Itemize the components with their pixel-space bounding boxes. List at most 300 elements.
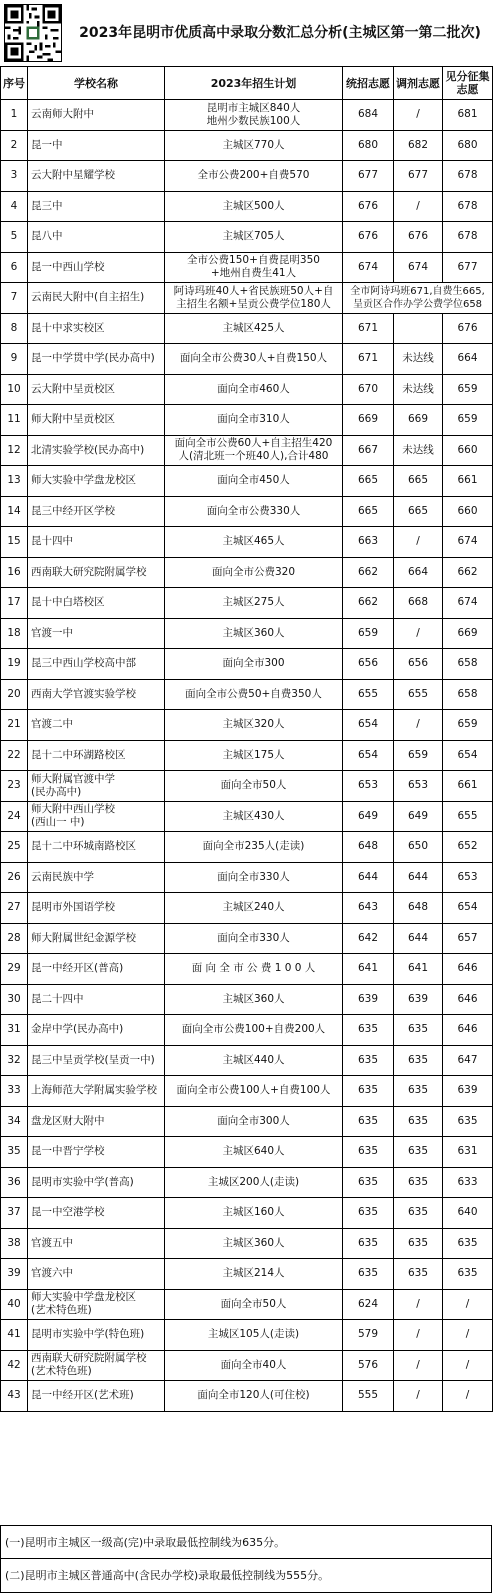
unified-score: 644 <box>343 862 394 893</box>
adjusted-score: 665 <box>394 496 443 527</box>
table-row <box>1 618 493 649</box>
school-name: 官渡六中 <box>28 1259 165 1290</box>
collection-score: 678 <box>443 161 493 192</box>
collection-score: 646 <box>443 984 493 1015</box>
adjusted-score <box>394 313 443 344</box>
enrollment-plan: 面向全市330人 <box>165 862 343 893</box>
collection-score: 654 <box>443 893 493 924</box>
unified-score: 635 <box>343 1167 394 1198</box>
school-name: 云大附中星耀学校 <box>28 161 165 192</box>
row-index: 33 <box>1 1076 28 1107</box>
enrollment-plan: 主城区320人 <box>165 710 343 741</box>
row-index: 18 <box>1 618 28 649</box>
adjusted-score: 未达线 <box>394 435 443 466</box>
adjusted-score: 649 <box>394 801 443 832</box>
merged-score-note: 全市阿诗玛班671,自费生665, 呈贡区合作办学公费学位658 <box>343 283 493 314</box>
school-name: 师大实验中学盘龙校区 (艺术特色班) <box>28 1289 165 1320</box>
enrollment-plan: 主城区440人 <box>165 1045 343 1076</box>
adjusted-score: / <box>394 1320 443 1351</box>
row-index: 8 <box>1 313 28 344</box>
unified-score: 635 <box>343 1045 394 1076</box>
school-name: 昆明市外国语学校 <box>28 893 165 924</box>
collection-score: 674 <box>443 588 493 619</box>
adjusted-score: 644 <box>394 862 443 893</box>
row-index: 41 <box>1 1320 28 1351</box>
school-name: 云南民大附中(自主招生) <box>28 283 165 314</box>
unified-score: 653 <box>343 771 394 802</box>
unified-score: 665 <box>343 496 394 527</box>
collection-score: 660 <box>443 435 493 466</box>
enrollment-plan: 主城区275人 <box>165 588 343 619</box>
table-row <box>1 130 493 161</box>
table-row <box>1 374 493 405</box>
row-index: 30 <box>1 984 28 1015</box>
table-row <box>1 1167 493 1198</box>
adjusted-score: 674 <box>394 252 443 283</box>
collection-score: 659 <box>443 374 493 405</box>
school-name: 昆十二中环湖路校区 <box>28 740 165 771</box>
collection-score: 639 <box>443 1076 493 1107</box>
unified-score: 642 <box>343 923 394 954</box>
adjusted-score: 655 <box>394 679 443 710</box>
school-name: 西南大学官渡实验学校 <box>28 679 165 710</box>
adjusted-score: 635 <box>394 1076 443 1107</box>
row-index: 43 <box>1 1381 28 1412</box>
enrollment-plan: 主城区240人 <box>165 893 343 924</box>
adjusted-score: 669 <box>394 405 443 436</box>
enrollment-plan: 面向全市40人 <box>165 1350 343 1381</box>
collection-score: 653 <box>443 862 493 893</box>
collection-score: 657 <box>443 923 493 954</box>
school-name: 师大实验中学盘龙校区 <box>28 466 165 497</box>
unified-score: 671 <box>343 313 394 344</box>
table-row <box>1 1045 493 1076</box>
table-row <box>1 1259 493 1290</box>
table-row <box>1 1320 493 1351</box>
collection-score: 659 <box>443 710 493 741</box>
unified-score: 655 <box>343 679 394 710</box>
table-row <box>1 405 493 436</box>
school-name: 昆一中空港学校 <box>28 1198 165 1229</box>
qr-code-icon <box>4 4 62 62</box>
table-row <box>1 435 493 466</box>
row-index: 2 <box>1 130 28 161</box>
unified-score: 669 <box>343 405 394 436</box>
unified-score: 665 <box>343 466 394 497</box>
collection-score: / <box>443 1350 493 1381</box>
collection-score: 661 <box>443 771 493 802</box>
enrollment-plan: 面向全市公费100人+自费100人 <box>165 1076 343 1107</box>
collection-score: 640 <box>443 1198 493 1229</box>
unified-score: 635 <box>343 1076 394 1107</box>
school-name: 师大附中呈贡校区 <box>28 405 165 436</box>
row-index: 19 <box>1 649 28 680</box>
school-name: 昆明市实验中学(普高) <box>28 1167 165 1198</box>
enrollment-plan: 主城区105人(走读) <box>165 1320 343 1351</box>
row-index: 1 <box>1 100 28 131</box>
school-name: 昆三中西山学校高中部 <box>28 649 165 680</box>
column-header-school: 学校名称 <box>28 67 165 100</box>
row-index: 22 <box>1 740 28 771</box>
adjusted-score: / <box>394 191 443 222</box>
row-index: 36 <box>1 1167 28 1198</box>
collection-score: 681 <box>443 100 493 131</box>
collection-score: 635 <box>443 1106 493 1137</box>
enrollment-plan: 主城区360人 <box>165 984 343 1015</box>
collection-score: / <box>443 1320 493 1351</box>
table-row <box>1 1350 493 1381</box>
school-name: 师大附属官渡中学 (民办高中) <box>28 771 165 802</box>
row-index: 24 <box>1 801 28 832</box>
table-row <box>1 771 493 802</box>
enrollment-plan: 面向全市公费320 <box>165 557 343 588</box>
adjusted-score: 676 <box>394 222 443 253</box>
adjusted-score: 682 <box>394 130 443 161</box>
row-index: 34 <box>1 1106 28 1137</box>
unified-score: 656 <box>343 649 394 680</box>
collection-score: 631 <box>443 1137 493 1168</box>
school-name: 昆一中晋宁学校 <box>28 1137 165 1168</box>
adjusted-score: 644 <box>394 923 443 954</box>
table-row <box>1 1381 493 1412</box>
unified-score: 635 <box>343 1198 394 1229</box>
table-row <box>1 161 493 192</box>
adjusted-score: 639 <box>394 984 443 1015</box>
adjusted-score: 635 <box>394 1015 443 1046</box>
school-name: 昆十中求实校区 <box>28 313 165 344</box>
enrollment-plan: 主城区200人(走读) <box>165 1167 343 1198</box>
school-name: 官渡一中 <box>28 618 165 649</box>
enrollment-plan: 主城区640人 <box>165 1137 343 1168</box>
row-index: 10 <box>1 374 28 405</box>
enrollment-plan: 面向全市公费330人 <box>165 496 343 527</box>
table-row <box>1 862 493 893</box>
row-index: 14 <box>1 496 28 527</box>
school-name: 师大附中西山学校 (西山一 中) <box>28 801 165 832</box>
adjusted-score: 641 <box>394 954 443 985</box>
adjusted-score: / <box>394 1350 443 1381</box>
table-row <box>1 344 493 375</box>
unified-score: 635 <box>343 1228 394 1259</box>
row-index: 26 <box>1 862 28 893</box>
enrollment-plan: 主城区430人 <box>165 801 343 832</box>
row-index: 9 <box>1 344 28 375</box>
enrollment-plan: 主城区175人 <box>165 740 343 771</box>
unified-score: 648 <box>343 832 394 863</box>
table-row <box>1 893 493 924</box>
unified-score: 635 <box>343 1259 394 1290</box>
school-name: 云南师大附中 <box>28 100 165 131</box>
row-index: 17 <box>1 588 28 619</box>
adjusted-score: 635 <box>394 1137 443 1168</box>
table-row <box>1 1137 493 1168</box>
school-name: 昆一中学贯中学(民办高中) <box>28 344 165 375</box>
unified-score: 649 <box>343 801 394 832</box>
row-index: 42 <box>1 1350 28 1381</box>
school-name: 北清实验学校(民办高中) <box>28 435 165 466</box>
enrollment-plan: 面向全市310人 <box>165 405 343 436</box>
school-name: 官渡二中 <box>28 710 165 741</box>
adjusted-score: / <box>394 1381 443 1412</box>
enrollment-plan: 全市公费150+自费昆明350 +地州自费生41人 <box>165 252 343 283</box>
enrollment-plan: 面向全市50人 <box>165 1289 343 1320</box>
table-row <box>1 191 493 222</box>
collection-score: 678 <box>443 222 493 253</box>
table-row <box>1 466 493 497</box>
collection-score: 658 <box>443 649 493 680</box>
column-header-collection: 见分征集志愿 <box>443 67 493 100</box>
school-name: 金岸中学(民办高中) <box>28 1015 165 1046</box>
enrollment-plan: 主城区160人 <box>165 1198 343 1229</box>
collection-score: 659 <box>443 405 493 436</box>
adjusted-score: 未达线 <box>394 374 443 405</box>
row-index: 29 <box>1 954 28 985</box>
enrollment-plan: 面向全市330人 <box>165 923 343 954</box>
row-index: 7 <box>1 283 28 314</box>
school-name: 昆三中呈贡学校(呈贡一中) <box>28 1045 165 1076</box>
enrollment-plan: 面向全市公费60人+自主招生420 人(清北班一个班40人),合计480 <box>165 435 343 466</box>
adjusted-score: / <box>394 1289 443 1320</box>
school-name: 昆十二中环城南路校区 <box>28 832 165 863</box>
enrollment-plan: 主城区770人 <box>165 130 343 161</box>
table-row <box>1 649 493 680</box>
column-header-index: 序号 <box>1 67 28 100</box>
adjusted-score: / <box>394 100 443 131</box>
school-name: 昆一中经开区(普高) <box>28 954 165 985</box>
table-row <box>1 1015 493 1046</box>
row-index: 23 <box>1 771 28 802</box>
unified-score: 641 <box>343 954 394 985</box>
school-name: 昆一中 <box>28 130 165 161</box>
adjusted-score: 648 <box>394 893 443 924</box>
table-row <box>1 679 493 710</box>
enrollment-plan: 面向全市300 <box>165 649 343 680</box>
school-name: 上海师范大学附属实验学校 <box>28 1076 165 1107</box>
row-index: 38 <box>1 1228 28 1259</box>
school-name: 西南联大研究院附属学校 <box>28 557 165 588</box>
adjusted-score: / <box>394 710 443 741</box>
collection-score: 678 <box>443 191 493 222</box>
adjusted-score: 659 <box>394 740 443 771</box>
row-index: 4 <box>1 191 28 222</box>
unified-score: 663 <box>343 527 394 558</box>
unified-score: 555 <box>343 1381 394 1412</box>
unified-score: 674 <box>343 252 394 283</box>
unified-score: 684 <box>343 100 394 131</box>
table-row <box>1 527 493 558</box>
collection-score: / <box>443 1381 493 1412</box>
adjusted-score: 668 <box>394 588 443 619</box>
school-name: 官渡五中 <box>28 1228 165 1259</box>
row-index: 20 <box>1 679 28 710</box>
row-index: 12 <box>1 435 28 466</box>
collection-score: 646 <box>443 954 493 985</box>
enrollment-plan: 面向全市235人(走读) <box>165 832 343 863</box>
enrollment-plan: 全市公费200+自费570 <box>165 161 343 192</box>
school-name: 昆十四中 <box>28 527 165 558</box>
column-header-plan: 2023年招生计划 <box>165 67 343 100</box>
school-name: 昆明市实验中学(特色班) <box>28 1320 165 1351</box>
row-index: 39 <box>1 1259 28 1290</box>
collection-score: 646 <box>443 1015 493 1046</box>
collection-score: 647 <box>443 1045 493 1076</box>
collection-score: 680 <box>443 130 493 161</box>
school-name: 昆八中 <box>28 222 165 253</box>
row-index: 21 <box>1 710 28 741</box>
unified-score: 654 <box>343 740 394 771</box>
table-row <box>1 710 493 741</box>
school-name: 昆一中西山学校 <box>28 252 165 283</box>
collection-score: 633 <box>443 1167 493 1198</box>
row-index: 6 <box>1 252 28 283</box>
row-index: 3 <box>1 161 28 192</box>
collection-score: 677 <box>443 252 493 283</box>
enrollment-plan: 面向全市50人 <box>165 771 343 802</box>
collection-score: 654 <box>443 740 493 771</box>
adjusted-score: 未达线 <box>394 344 443 375</box>
collection-score: 635 <box>443 1228 493 1259</box>
collection-score: 661 <box>443 466 493 497</box>
collection-score: 674 <box>443 527 493 558</box>
unified-score: 639 <box>343 984 394 1015</box>
unified-score: 643 <box>343 893 394 924</box>
table-row <box>1 984 493 1015</box>
adjusted-score: 650 <box>394 832 443 863</box>
school-name: 师大附属世纪金源学校 <box>28 923 165 954</box>
column-header-unified: 统招志愿 <box>343 67 394 100</box>
table-row <box>1 801 493 832</box>
footnote-1: (一)昆明市主城区一级高(完)中录取最低控制线为635分。 <box>0 1525 492 1559</box>
unified-score: 659 <box>343 618 394 649</box>
unified-score: 676 <box>343 191 394 222</box>
school-name: 西南联大研究院附属学校 (艺术特色班) <box>28 1350 165 1381</box>
row-index: 32 <box>1 1045 28 1076</box>
collection-score: 652 <box>443 832 493 863</box>
enrollment-plan: 面向全市公费50+自费350人 <box>165 679 343 710</box>
column-header-adjusted: 调剂志愿 <box>394 67 443 100</box>
collection-score: 658 <box>443 679 493 710</box>
unified-score: 680 <box>343 130 394 161</box>
table-row <box>1 1106 493 1137</box>
enrollment-plan: 主城区705人 <box>165 222 343 253</box>
school-name: 云南民族中学 <box>28 862 165 893</box>
table-row <box>1 954 493 985</box>
table-row <box>1 496 493 527</box>
table-row <box>1 832 493 863</box>
unified-score: 667 <box>343 435 394 466</box>
table-row <box>1 923 493 954</box>
collection-score: 664 <box>443 344 493 375</box>
enrollment-plan: 主城区360人 <box>165 1228 343 1259</box>
adjusted-score: 635 <box>394 1167 443 1198</box>
row-index: 13 <box>1 466 28 497</box>
table-row <box>1 252 493 283</box>
table-row <box>1 1289 493 1320</box>
school-name: 昆三中经开区学校 <box>28 496 165 527</box>
unified-score: 579 <box>343 1320 394 1351</box>
table-row <box>1 313 493 344</box>
row-index: 16 <box>1 557 28 588</box>
table-row <box>1 1076 493 1107</box>
page-title: 2023年昆明市优质高中录取分数汇总分析(主城区第一第二批次) <box>79 25 481 41</box>
unified-score: 662 <box>343 588 394 619</box>
unified-score: 624 <box>343 1289 394 1320</box>
row-index: 11 <box>1 405 28 436</box>
collection-score: 635 <box>443 1259 493 1290</box>
unified-score: 635 <box>343 1015 394 1046</box>
row-index: 40 <box>1 1289 28 1320</box>
enrollment-plan: 面向全市公费100+自费200人 <box>165 1015 343 1046</box>
enrollment-plan: 主城区465人 <box>165 527 343 558</box>
enrollment-plan: 主城区425人 <box>165 313 343 344</box>
enrollment-plan: 面向全市公费30人+自费150人 <box>165 344 343 375</box>
footnote-2: (二)昆明市主城区普通高中(含民办学校)录取最低控制线为555分。 <box>0 1559 492 1593</box>
adjusted-score: / <box>394 618 443 649</box>
collection-score: 662 <box>443 557 493 588</box>
row-index: 5 <box>1 222 28 253</box>
enrollment-plan: 面向全市450人 <box>165 466 343 497</box>
school-name: 盘龙区财大附中 <box>28 1106 165 1137</box>
collection-score: 660 <box>443 496 493 527</box>
table-row <box>1 740 493 771</box>
enrollment-plan: 面向全市460人 <box>165 374 343 405</box>
unified-score: 671 <box>343 344 394 375</box>
enrollment-plan: 主城区500人 <box>165 191 343 222</box>
adjusted-score: 653 <box>394 771 443 802</box>
table-row <box>1 557 493 588</box>
school-name: 昆一中经开区(艺术班) <box>28 1381 165 1412</box>
unified-score: 576 <box>343 1350 394 1381</box>
row-index: 28 <box>1 923 28 954</box>
school-name: 昆十中白塔校区 <box>28 588 165 619</box>
enrollment-plan: 昆明市主城区840人 地州少数民族100人 <box>165 100 343 131</box>
table-row <box>1 222 493 253</box>
table-row <box>1 588 493 619</box>
unified-score: 662 <box>343 557 394 588</box>
adjusted-score: 635 <box>394 1045 443 1076</box>
enrollment-plan: 阿诗玛班40人+省民族班50人+自 主招生名额+呈贡公费学位180人 <box>165 283 343 314</box>
table-row <box>1 283 493 314</box>
adjusted-score: 635 <box>394 1259 443 1290</box>
unified-score: 654 <box>343 710 394 741</box>
adjusted-score: / <box>394 527 443 558</box>
collection-score: / <box>443 1289 493 1320</box>
adjusted-score: 635 <box>394 1198 443 1229</box>
adjusted-score: 677 <box>394 161 443 192</box>
table-row <box>1 1228 493 1259</box>
unified-score: 677 <box>343 161 394 192</box>
row-index: 35 <box>1 1137 28 1168</box>
row-index: 37 <box>1 1198 28 1229</box>
adjusted-score: 656 <box>394 649 443 680</box>
enrollment-plan: 面 向 全 市 公 费 1 0 0 人 <box>165 954 343 985</box>
header <box>0 0 492 67</box>
table-header-row <box>1 67 493 100</box>
row-index: 31 <box>1 1015 28 1046</box>
table-row <box>1 100 493 131</box>
collection-score: 676 <box>443 313 493 344</box>
table-row <box>1 1198 493 1229</box>
enrollment-plan: 主城区214人 <box>165 1259 343 1290</box>
enrollment-plan: 面向全市300人 <box>165 1106 343 1137</box>
school-name: 昆三中 <box>28 191 165 222</box>
collection-score: 655 <box>443 801 493 832</box>
unified-score: 676 <box>343 222 394 253</box>
school-name: 云大附中呈贡校区 <box>28 374 165 405</box>
admission-score-table <box>0 66 493 1412</box>
row-index: 27 <box>1 893 28 924</box>
unified-score: 670 <box>343 374 394 405</box>
